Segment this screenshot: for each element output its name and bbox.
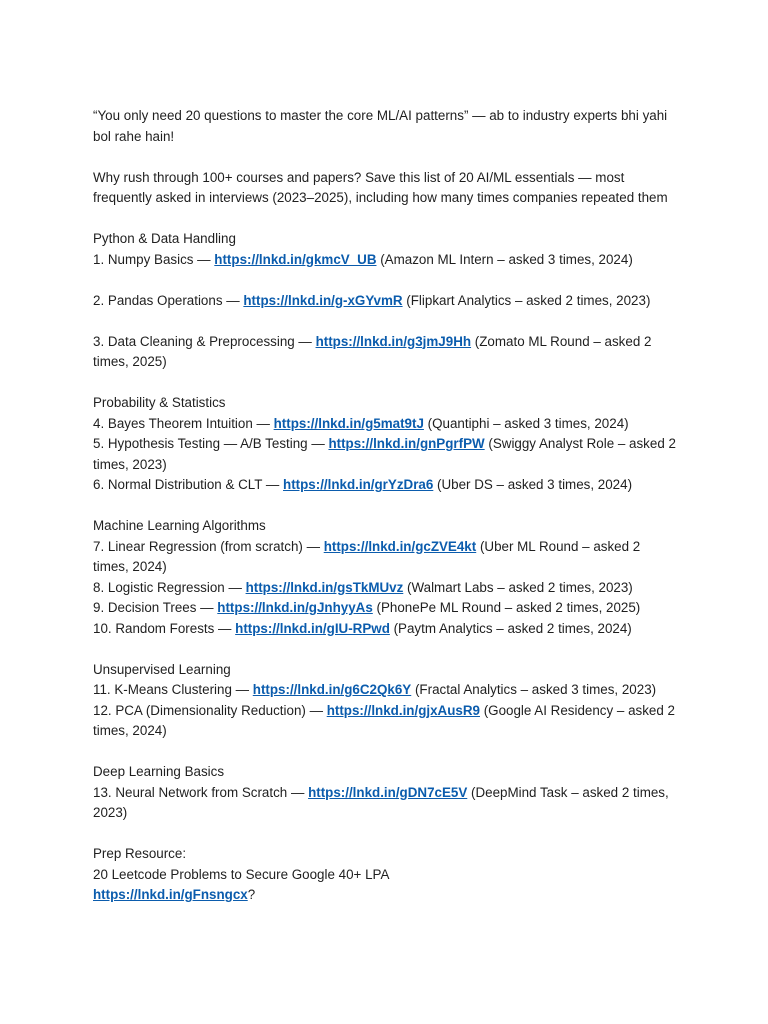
item-link[interactable]: https://lnkd.in/g3jmJ9Hh [315,333,472,349]
prep-title: Prep Resource: [93,846,187,861]
item-link[interactable]: https://lnkd.in/gIU-RPwd [235,620,390,636]
item-link[interactable]: https://lnkd.in/grYzDra6 [283,477,434,492]
document-body [93,106,678,906]
prep-link-line [93,885,678,906]
section-python-data [93,229,678,373]
list-item: 12. PCA (Dimensionality Reduction) — https://lnkd.in/gjxAusR9 (Google AI Residency – asked 2 times, 2024) [93,702,675,738]
list-item: 9. Decision Trees — https://lnkd.in/gJnhyyAs (PhonePe ML Round – asked 2 times, 2025) [93,600,641,615]
list-item: 13. Neural Network from Scratch — https://lnkd.in/gDN7cE5V (DeepMind Task – asked 2 times, 2023) [93,784,669,820]
item-link[interactable]: https://lnkd.in/gJnhyyAs [217,600,373,615]
list-item: 4. Bayes Theorem Intuition — https://lnkd.in/g5mat9tJ (Quantiphi – asked 3 times, 2024) [93,415,629,431]
item-link[interactable]: https://lnkd.in/gnPgrfPW [328,436,485,451]
list-item: 2. Pandas Operations — https://lnkd.in/g-xGYvmR (Flipkart Analytics – asked 2 times, 2023) [93,292,651,308]
item-link[interactable]: https://lnkd.in/gsTkMUvz [245,579,404,595]
list-item: 10. Random Forests — https://lnkd.in/gIU-RPwd (Paytm Analytics – asked 2 times, 2024) [93,620,632,636]
prep-suffix: ? [247,887,256,902]
intro-description: Why rush through 100+ courses and papers? Save this list of 20 AI/ML essentials — most frequently asked in interviews (2023–2025), including how many times companies repeated them [93,169,668,205]
item-link[interactable]: https://lnkd.in/g6C2Qk6Y [252,682,412,697]
section-title: Probability & Statistics [93,395,226,410]
item-link[interactable]: https://lnkd.in/gkmcV_UB [214,251,377,267]
item-link[interactable]: https://lnkd.in/gcZVE4kt [323,538,477,554]
intro-quote: “You only need 20 questions to master the core ML/AI patterns” — ab to industry experts bhi yahi bol rahe hain! [93,108,668,144]
list-item: 8. Logistic Regression — https://lnkd.in/gsTkMUvz (Walmart Labs – asked 2 times, 2023) [93,579,633,595]
section-probability-statistics [93,393,678,496]
section-title: Machine Learning Algorithms [93,518,266,533]
section-title: Deep Learning Basics [93,764,225,779]
section-ml-algorithms [93,516,678,639]
list-item: 1. Numpy Basics — https://lnkd.in/gkmcV_UB (Amazon ML Intern – asked 3 times, 2024) [93,251,633,267]
prep-description: 20 Leetcode Problems to Secure Google 40+ LPA [93,866,390,882]
item-link[interactable]: https://lnkd.in/gDN7cE5V [308,784,468,800]
item-link[interactable]: https://lnkd.in/gjxAusR9 [326,702,480,718]
prep-link[interactable]: https://lnkd.in/gFnsngcx [93,887,248,902]
section-title: Python & Data Handling [93,231,236,246]
item-link[interactable]: https://lnkd.in/g-xGYvmR [243,292,403,308]
list-item: 7. Linear Regression (from scratch) — https://lnkd.in/gcZVE4kt (Uber ML Round – asked 2 times, 2024) [93,538,641,574]
list-item: 11. K-Means Clustering — https://lnkd.in/g6C2Qk6Y (Fractal Analytics – asked 3 times, 2023) [93,682,657,697]
list-item: 6. Normal Distribution & CLT — https://lnkd.in/grYzDra6 (Uber DS – asked 3 times, 2024) [93,477,633,492]
list-item: 3. Data Cleaning & Preprocessing — https://lnkd.in/g3jmJ9Hh (Zomato ML Round – asked 2 times, 2025) [93,333,652,369]
item-link[interactable]: https://lnkd.in/g5mat9tJ [273,415,424,431]
section-deep-learning [93,762,678,824]
prep-resource [93,844,678,906]
list-item: 5. Hypothesis Testing — A/B Testing — https://lnkd.in/gnPgrfPW (Swiggy Analyst Role – asked 2 times, 2023) [93,436,676,472]
section-title: Unsupervised Learning [93,661,231,677]
section-unsupervised-learning [93,660,678,742]
